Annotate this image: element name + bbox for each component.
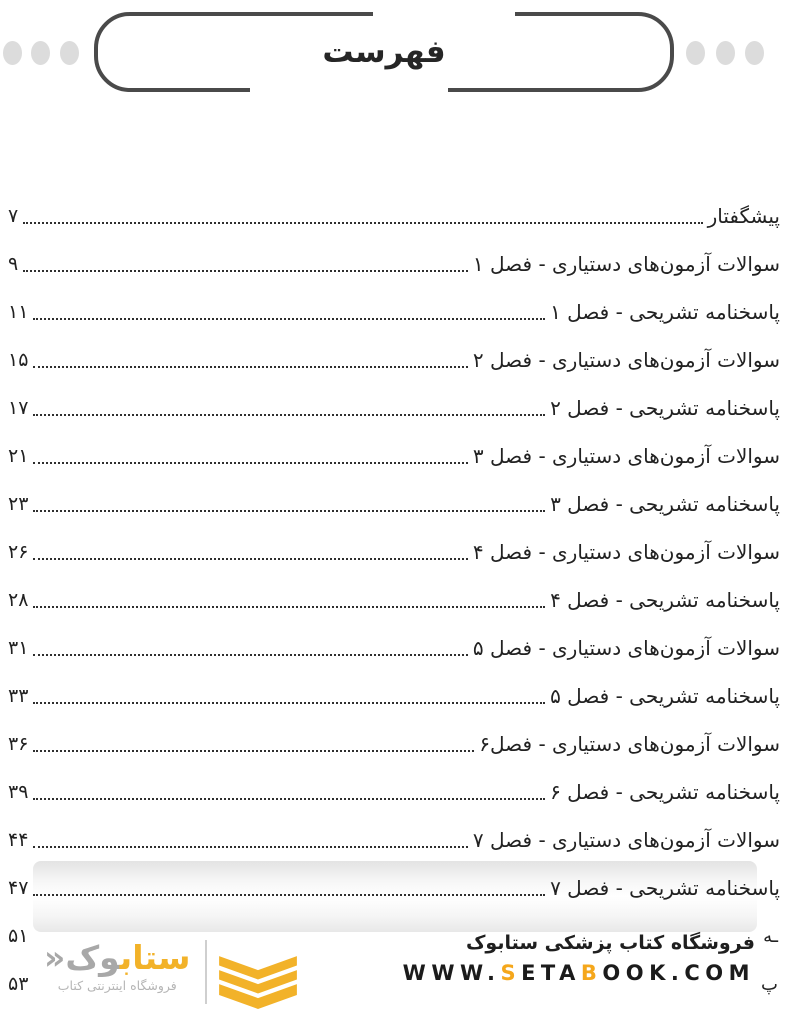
toc-entry[interactable] <box>0 432 788 480</box>
toc-entry-title: پاسخنامه تشریحی - فصل ۶ <box>550 780 780 804</box>
toc-entry-page-number: ۷ <box>8 205 19 227</box>
website-url[interactable] <box>403 961 755 985</box>
dotted-leader <box>33 401 545 416</box>
url-part: ETA <box>521 961 581 985</box>
toc-entry[interactable] <box>0 720 788 768</box>
dotted-leader <box>33 353 468 368</box>
footer <box>0 930 788 1012</box>
chevron-logo-icon <box>219 953 297 1009</box>
url-part: WWW. <box>402 961 501 985</box>
toc-entry-page-number: ۲۶ <box>8 541 29 563</box>
toc-entry[interactable] <box>0 528 788 576</box>
toc-entry[interactable] <box>0 336 788 384</box>
toc-entry-page-number: ۴۴ <box>8 829 29 851</box>
border-gap-bottom <box>250 86 448 94</box>
dotted-leader <box>33 833 468 848</box>
toc-entry-title: پاسخنامه تشریحی - فصل ۷ <box>550 876 780 900</box>
toc-entry-page-number: ۲۱ <box>8 445 29 467</box>
toc-entry-page-number: ۹ <box>8 253 19 275</box>
logo-divider <box>205 940 207 1004</box>
url-part: S <box>500 961 522 985</box>
dotted-leader <box>33 449 468 464</box>
toc-entry-fragment: ـه <box>763 925 778 947</box>
setabook-logo[interactable] <box>44 936 297 1009</box>
toc-entry-page-number: ۴۷ <box>8 877 29 899</box>
toc-entry-page-number: ۳۱ <box>8 637 29 659</box>
toc-entry-title: پاسخنامه تشریحی - فصل ۱ <box>550 300 780 324</box>
dotted-leader <box>33 593 545 608</box>
dotted-leader <box>23 257 468 272</box>
toc-entry-page-number: ۵۱ <box>8 925 29 947</box>
logo-wordmark-block <box>44 940 191 993</box>
logo-tagline: فروشگاه اینترنتی کتاب <box>57 978 177 994</box>
toc-entry-page-number: ۱۷ <box>8 397 29 419</box>
store-name: فروشگاه کتاب پزشکی ستابوک <box>465 932 755 954</box>
url-part: OOK.COM <box>602 961 755 985</box>
toc-entry-title: سوالات آزمون‌های دستیاری - فصل ۷ <box>472 828 780 852</box>
toc-entry-page-number: ۱۱ <box>8 301 29 323</box>
decorative-dot <box>3 41 22 65</box>
dotted-leader <box>33 641 468 656</box>
toc-entry-title: پاسخنامه تشریحی - فصل ۵ <box>550 684 780 708</box>
toc-entry-fragment: پ <box>761 973 778 995</box>
toc-entry[interactable] <box>0 624 788 672</box>
decorative-dot <box>745 41 764 65</box>
dotted-leader <box>33 545 468 560</box>
toc-entry-title: پاسخنامه تشریحی - فصل ۴ <box>550 588 780 612</box>
toc-entry[interactable] <box>0 864 788 912</box>
toc-entry[interactable] <box>0 672 788 720</box>
toc-entry-title: پیشگفتار <box>707 204 780 228</box>
toc-entry[interactable] <box>0 768 788 816</box>
toc-entry-title: سوالات آزمون‌های دستیاری - فصل۶ <box>479 732 780 756</box>
toc-entry[interactable] <box>0 816 788 864</box>
decorative-dot <box>716 41 735 65</box>
toc-entry-title: سوالات آزمون‌های دستیاری - فصل ۴ <box>472 540 780 564</box>
toc-entry-title: پاسخنامه تشریحی - فصل ۳ <box>550 492 780 516</box>
toc-entry[interactable] <box>0 480 788 528</box>
dotted-leader <box>33 785 545 800</box>
url-part: B <box>580 961 603 985</box>
toc-entry-page-number: ۳۶ <box>8 733 29 755</box>
toc-entry-page-number: ۲۸ <box>8 589 29 611</box>
dotted-leader <box>33 689 545 704</box>
wordmark-gray-part: وک« <box>44 938 120 977</box>
dotted-leader <box>33 305 545 320</box>
border-gap-top <box>373 10 515 18</box>
toc-entry-page-number: ۲۳ <box>8 493 29 515</box>
decorative-dot <box>60 41 79 65</box>
dotted-leader <box>33 881 545 896</box>
footer-info <box>403 932 755 985</box>
toc-entry[interactable] <box>0 576 788 624</box>
toc-entry[interactable] <box>0 384 788 432</box>
toc-entry-page-number: ۵۳ <box>8 973 29 995</box>
page-title: فهرست <box>322 34 446 70</box>
toc-entry-title: سوالات آزمون‌های دستیاری - فصل ۲ <box>472 348 780 372</box>
toc-entry[interactable] <box>0 288 788 336</box>
toc-entry[interactable] <box>0 240 788 288</box>
wordmark-yellow-part: ستاب <box>119 938 191 977</box>
dotted-leader <box>33 737 474 752</box>
toc-entry[interactable] <box>0 192 788 240</box>
title-box <box>94 12 674 92</box>
toc-entry-page-number: ۱۵ <box>8 349 29 371</box>
decorative-dot <box>31 41 50 65</box>
dotted-leader <box>23 209 702 224</box>
toc-entry-title: سوالات آزمون‌های دستیاری - فصل ۵ <box>472 636 780 660</box>
toc-entry-title: سوالات آزمون‌های دستیاری - فصل ۳ <box>472 444 780 468</box>
toc-list <box>0 192 788 1008</box>
toc-entry-page-number: ۳۹ <box>8 781 29 803</box>
toc-entry-title: سوالات آزمون‌های دستیاری - فصل ۱ <box>472 252 780 276</box>
setabook-wordmark <box>44 940 191 976</box>
dotted-leader <box>33 497 545 512</box>
toc-entry-title: پاسخنامه تشریحی - فصل ۲ <box>550 396 780 420</box>
decorative-dot <box>686 41 705 65</box>
toc-entry-page-number: ۳۳ <box>8 685 29 707</box>
